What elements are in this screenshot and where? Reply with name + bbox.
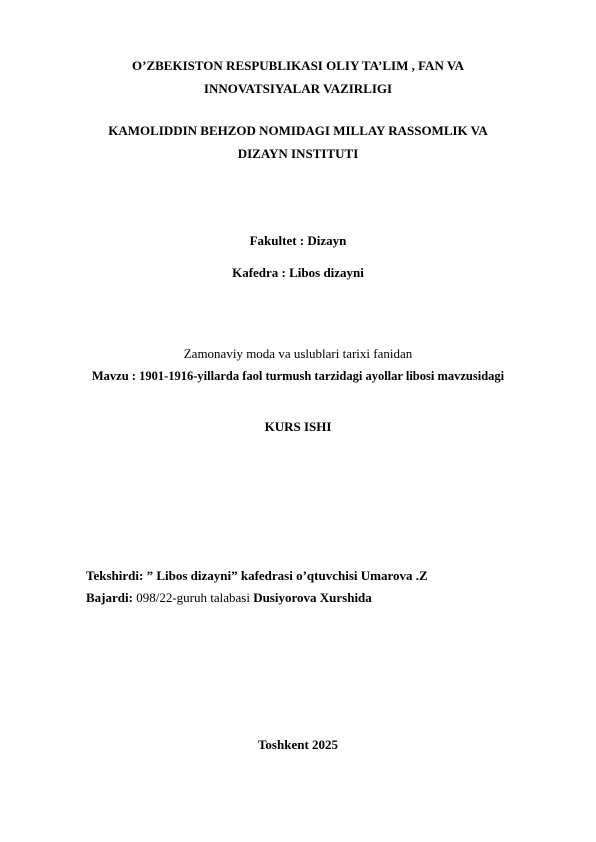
course-line: Zamonaviy moda va uslublari tarixi fanidan <box>183 346 413 361</box>
topic-line: Mavzu : 1901-1916-yillarda faol turmush tarzidagi ayollar libosi mavzusidagi <box>91 369 505 383</box>
institute-line-2: DIZAYN INSTITUTI <box>237 146 359 161</box>
ministry-line-2: INNOVATSIYALAR VAZIRLIGI <box>203 81 393 96</box>
done-by-group: 098/22-guruh talabasi <box>132 590 254 605</box>
department-line: Kafedra : Libos dizayni <box>232 265 364 280</box>
work-type-title: KURS ISHI <box>264 419 332 434</box>
ministry-line-1: O’ZBEKISTON RESPUBLIKASI OLIY TA’LIM , FAN VA <box>132 58 464 73</box>
done-by-line <box>86 590 372 606</box>
done-by-name: Dusiyorova Xurshida <box>253 590 372 605</box>
done-by-label: Bajardi: <box>86 590 133 605</box>
institute-line-1: KAMOLIDDIN BEHZOD NOMIDAGI MILLAY RASSOMLIK VA <box>108 123 488 138</box>
checked-by-value: ” Libos dizayni” kafedrasi o’qtuvchisi Umarova .Z <box>143 568 428 583</box>
checked-by-label: Tekshirdi: <box>86 568 144 583</box>
faculty-line: Fakultet : Dizayn <box>249 233 347 248</box>
checked-by-line <box>86 568 428 584</box>
city-year: Toshkent 2025 <box>257 737 339 752</box>
